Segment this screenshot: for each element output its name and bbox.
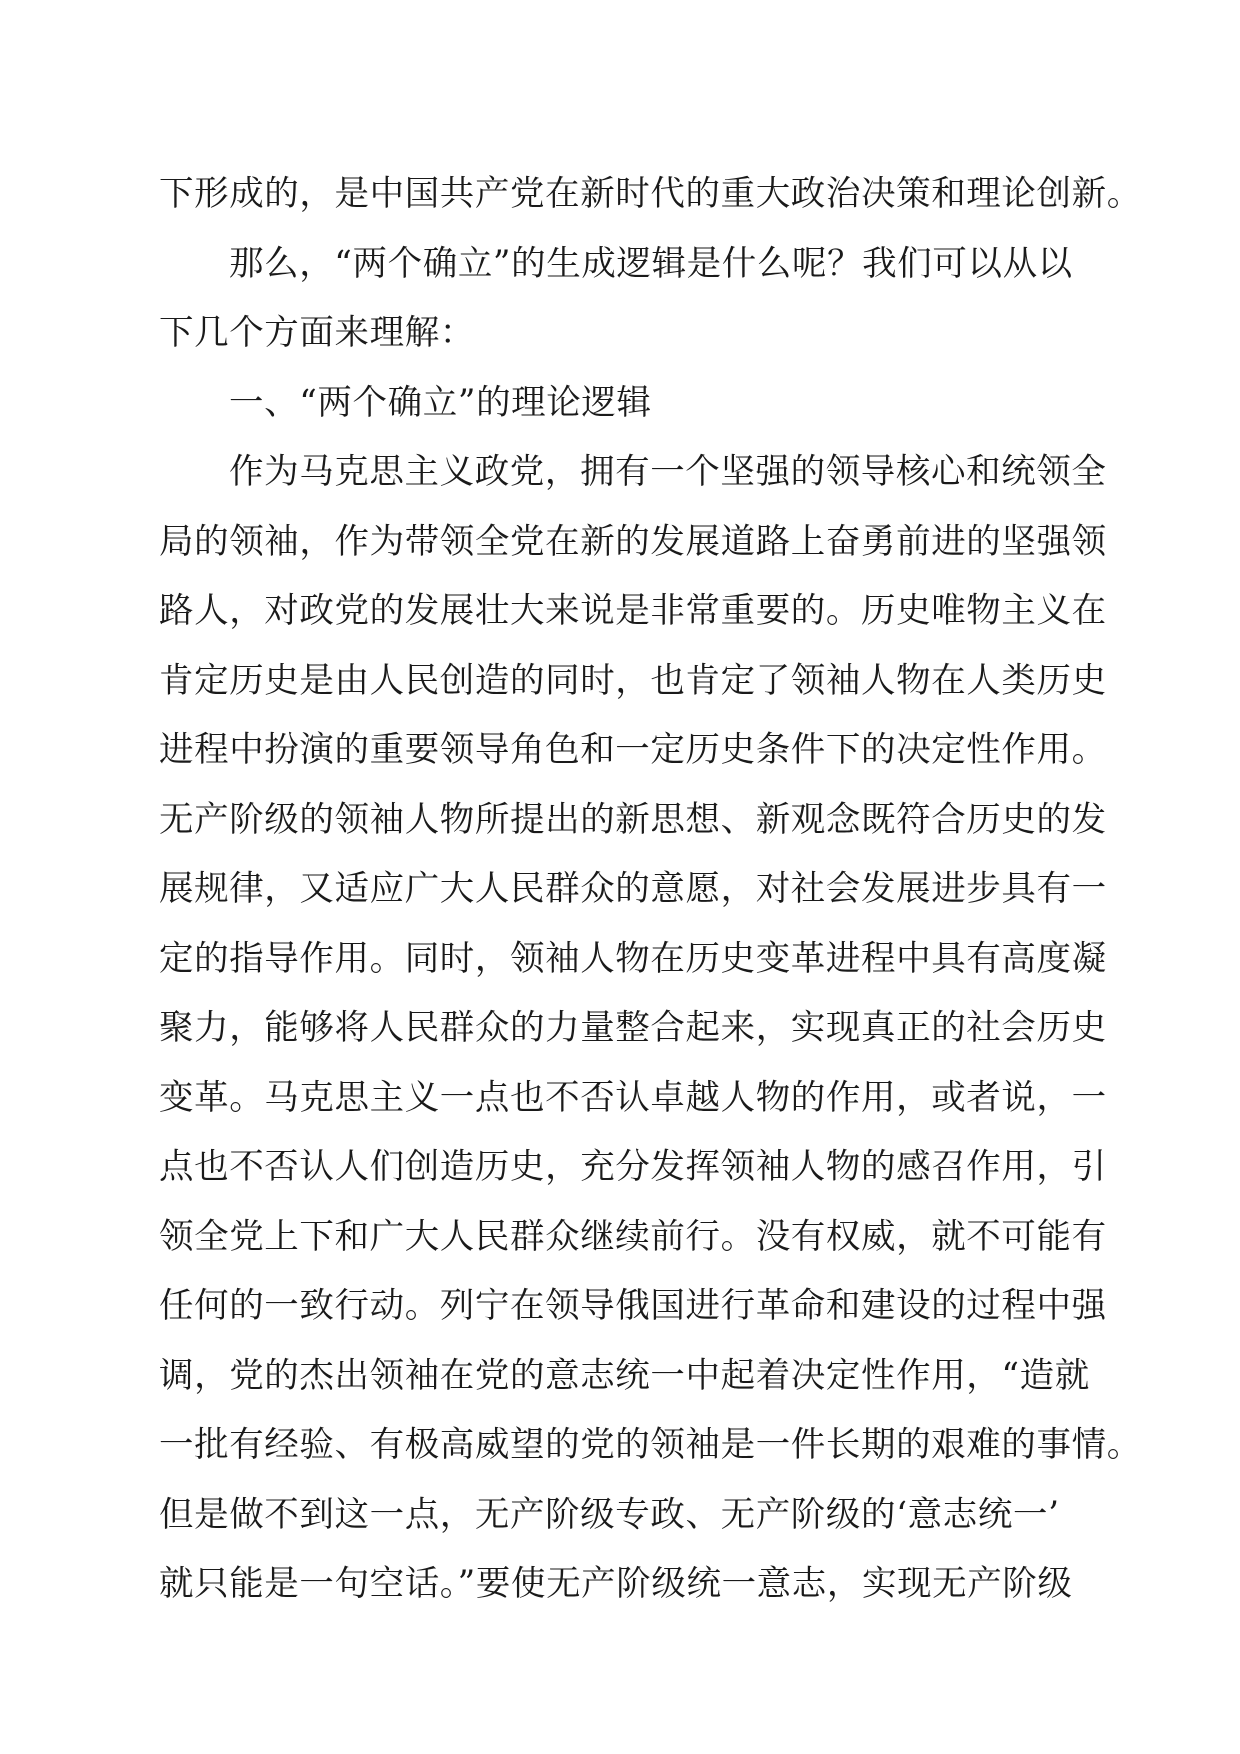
text-line: 肯定历史是由人民创造的同时，也肯定了领袖人物在人类历史 [159,660,1107,701]
text-line: 进程中扮演的重要领导角色和一定历史条件下的决定性作用。 [159,730,1107,770]
text-line: 一批有经验、有极高威望的党的领袖是一件长期的艰难的事情。 [159,1425,1142,1465]
text-line: 定的指导作用。同时，领袖人物在历史变革进程中具有高度凝 [159,938,1107,979]
text-line: 局的领袖，作为带领全党在新的发展道路上奋勇前进的坚强领 [159,521,1107,562]
text-line: 但是做不到这一点，无产阶级专政、无产阶级的‘意志统一’ [159,1494,1060,1535]
text-line: 调，党的杰出领袖在党的意志统一中起着决定性作用，“造就 [159,1355,1090,1396]
text-line: 那么，“两个确立”的生成逻辑是什么呢？我们可以从以 [229,243,1073,284]
text-line: 变革。马克思主义一点也不否认卓越人物的作用，或者说，一 [159,1077,1107,1118]
text-line: 领全党上下和广大人民群众继续前行。没有权威，就不可能有 [159,1216,1107,1257]
text-line: 路人，对政党的发展壮大来说是非常重要的。历史唯物主义在 [159,591,1107,631]
text-line: 聚力，能够将人民群众的力量整合起来，实现真正的社会历史 [159,1008,1107,1048]
text-line: 就只能是一句空话。”要使无产阶级统一意志，实现无产阶级 [159,1564,1073,1604]
body-text [159,160,1142,1620]
section-heading: 一、“两个确立”的理论逻辑 [229,382,652,423]
text-line: 无产阶级的领袖人物所提出的新思想、新观念既符合历史的发 [159,799,1107,840]
text-line: 展规律，又适应广大人民群众的意愿，对社会发展进步具有一 [159,869,1107,909]
text-line: 点也不否认人们创造历史，充分发挥领袖人物的感召作用，引 [159,1147,1107,1187]
text-line: 下形成的，是中国共产党在新时代的重大政治决策和理论创新。 [159,174,1142,214]
text-line: 任何的一致行动。列宁在领导俄国进行革命和建设的过程中强 [159,1286,1107,1326]
text-line: 作为马克思主义政党，拥有一个坚强的领导核心和统领全 [229,452,1107,492]
text-line: 下几个方面来理解： [159,313,475,353]
